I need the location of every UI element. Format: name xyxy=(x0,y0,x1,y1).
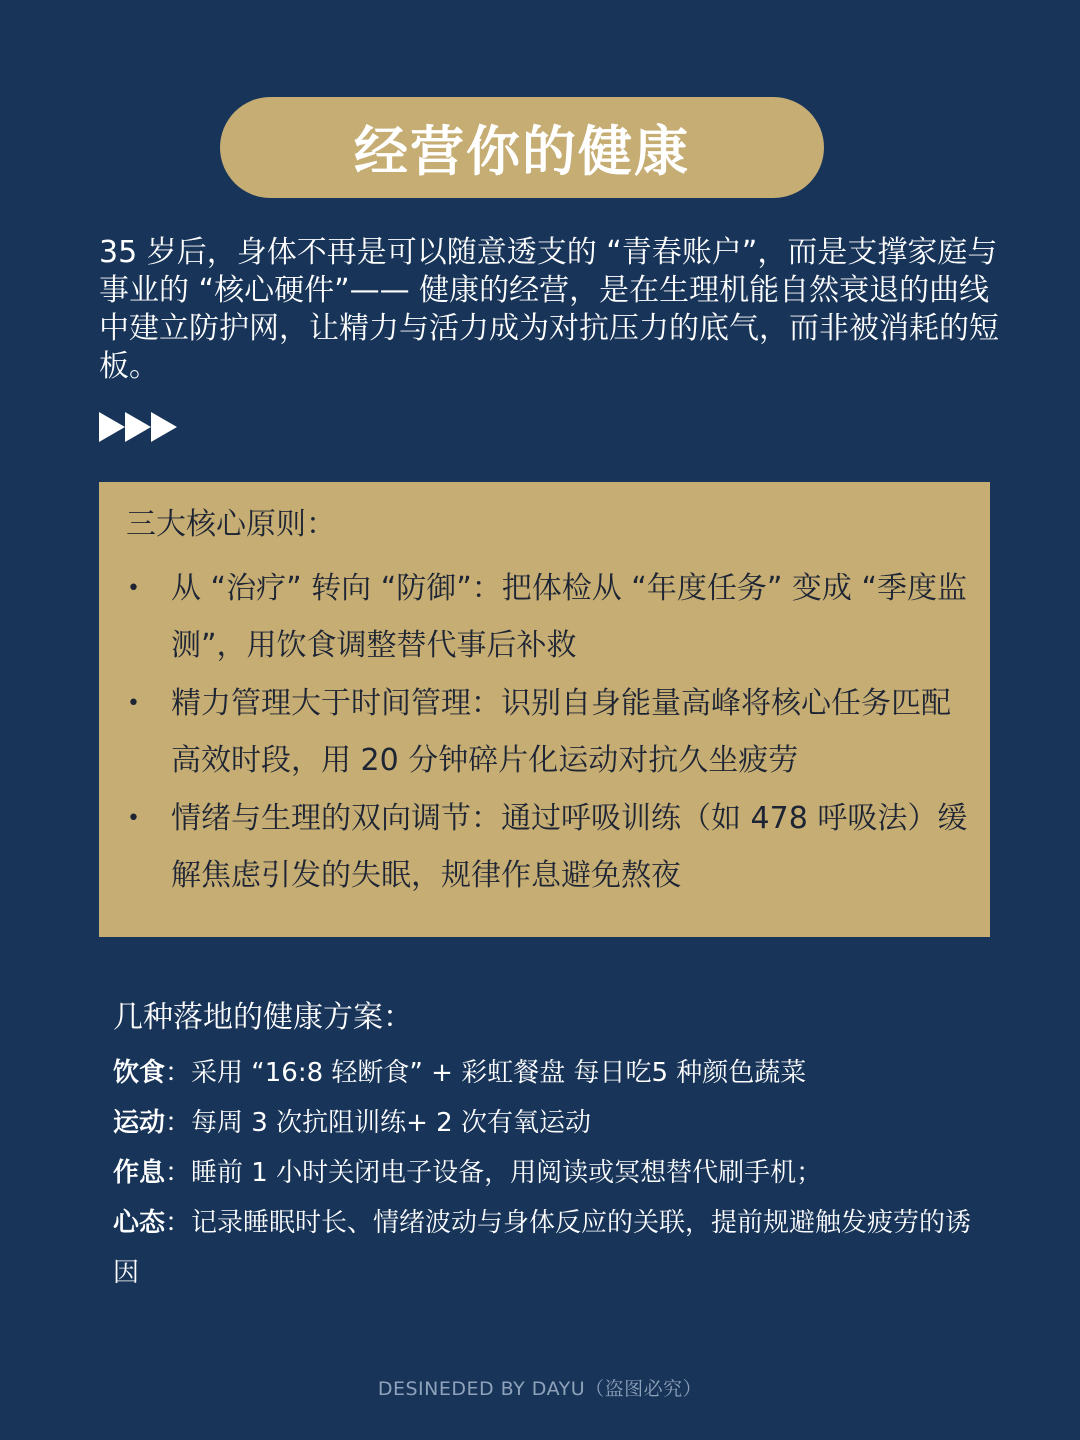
plan-text: 记录睡眠时长、情绪波动与身体反应的关联，提前规避触发疲劳的诱因 xyxy=(113,1208,972,1288)
principles-list xyxy=(99,560,990,905)
bullet-icon: • xyxy=(127,806,140,831)
plans-list xyxy=(113,1048,973,1298)
plan-label: 饮食 xyxy=(113,1058,166,1088)
footer-credit: DESINEDED BY DAYU（盗图必究） xyxy=(377,1378,703,1400)
plan-separator: ： xyxy=(165,1208,192,1238)
play-arrow-icon xyxy=(99,412,125,442)
page-title: 经营你的健康 xyxy=(354,120,690,183)
plan-text: 采用 “16:8 轻断食” + 彩虹餐盘 每日吃5 种颜色蔬菜 xyxy=(191,1058,807,1088)
plans-heading: 几种落地的健康方案： xyxy=(113,1000,413,1035)
principle-text: 精力管理大于时间管理：识别自身能量高峰将核心任务匹配高效时段，用 20 分钟碎片化运动对抗久坐疲劳 xyxy=(171,686,951,778)
plan-text: 每周 3 次抗阻训练+ 2 次有氧运动 xyxy=(191,1108,591,1138)
arrow-decoration xyxy=(99,412,177,442)
title-banner xyxy=(220,97,824,198)
principles-heading: 三大核心原则： xyxy=(126,507,336,542)
principle-item xyxy=(99,560,990,674)
plan-separator: ： xyxy=(165,1158,192,1188)
play-arrow-icon xyxy=(151,412,177,442)
bullet-icon: • xyxy=(127,576,140,601)
principles-panel xyxy=(99,482,990,937)
play-arrow-icon xyxy=(125,412,151,442)
plan-item-mindset xyxy=(113,1198,973,1298)
plan-separator: ： xyxy=(165,1058,192,1088)
plan-label: 心态 xyxy=(113,1208,166,1238)
intro-paragraph: 35 岁后，身体不再是可以随意透支的 “青春账户”，而是支撑家庭与事业的 “核心硬件”—— 健康的经营，是在生理机能自然衰退的曲线中建立防护网，让精力与活力成为对抗压力的底气，而非被消耗的短板。 xyxy=(99,235,999,384)
plan-label: 作息 xyxy=(113,1158,166,1188)
principle-text: 情绪与生理的双向调节：通过呼吸训练（如 478 呼吸法）缓解焦虑引发的失眠，规律作息避免熬夜 xyxy=(171,801,968,893)
plan-item-exercise xyxy=(113,1098,973,1148)
plan-text: 睡前 1 小时关闭电子设备，用阅读或冥想替代刷手机； xyxy=(191,1158,823,1188)
plan-separator: ： xyxy=(165,1108,192,1138)
bullet-icon: • xyxy=(127,691,140,716)
plan-item-diet xyxy=(113,1048,973,1098)
principle-text: 从 “治疗” 转向 “防御”：把体检从 “年度任务” 变成 “季度监测”，用饮食调整替代事后补救 xyxy=(171,571,968,663)
plan-item-routine xyxy=(113,1148,973,1198)
plan-label: 运动 xyxy=(113,1108,166,1138)
principle-item xyxy=(99,675,990,789)
principle-item xyxy=(99,790,990,904)
